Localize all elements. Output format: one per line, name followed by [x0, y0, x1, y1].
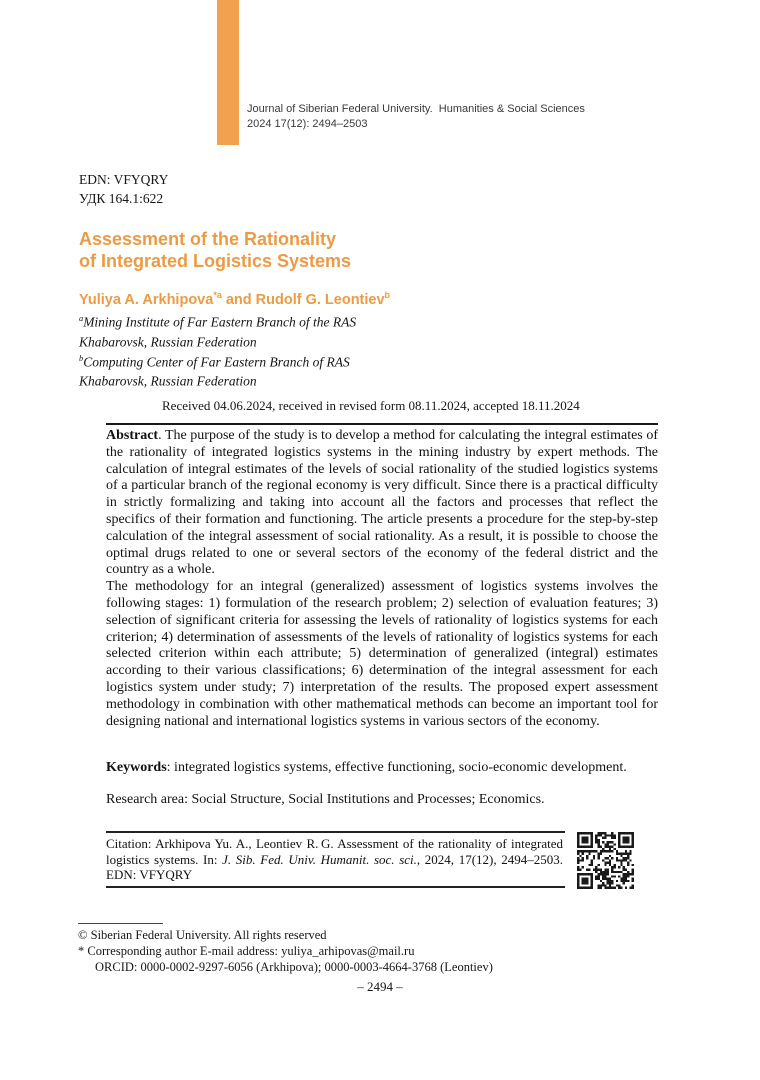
qr-code — [577, 832, 634, 889]
udk-code: УДК 164.1:622 — [79, 191, 164, 206]
affiliation-marker: b — [79, 353, 84, 363]
affiliation-line — [79, 311, 356, 331]
footnotes — [78, 928, 493, 975]
citation-journal-abbrev: J. Sib. Fed. Univ. Humanit. soc. sci. — [222, 851, 417, 867]
keywords-text: : integrated logistics systems, effective functioning, socio-economic development. — [166, 760, 627, 775]
keywords-label: Keywords — [106, 760, 167, 775]
author-2: Rudolf G. Leontiev — [255, 291, 385, 308]
citation-bottom-rule — [106, 886, 565, 888]
author-1-marker: *a — [213, 290, 222, 300]
article-title-line1: Assessment of the Rationality — [79, 229, 337, 249]
journal-name: Journal of Siberian Federal University. Humanities & Social Sciences — [247, 103, 585, 115]
citation-block — [106, 836, 563, 883]
received-dates: Received 04.06.2024, received in revised form 08.11.2024, accepted 18.11.2024 — [162, 398, 580, 413]
affiliation-line — [79, 331, 356, 351]
orcid-line: ORCID: 0000-0002-9297-6056 (Arkhipova); 0000-0003-4664-3768 (Leontiev) — [95, 959, 493, 974]
citation-top-rule — [106, 831, 565, 833]
affiliation-marker: a — [79, 314, 84, 323]
journal-issue: 2024 17(12): 2494–2503 — [247, 118, 368, 130]
affiliation-text: Khabarovsk, Russian Federation — [79, 373, 257, 389]
citation-prefix: Citation: Arkhipova Yu. A., Leontiev R. G. Assessment of the rationality of integrated logistics systems. In: — [106, 836, 563, 867]
corresponding-author-line: * Corresponding author E-mail address: yuliya_arhipovas@mail.ru — [78, 943, 415, 958]
affiliation-line — [79, 370, 356, 390]
page-number: – 2494 – — [357, 979, 403, 994]
abstract-paragraph-1 — [106, 428, 658, 579]
abstract-text-1: . The purpose of the study is to develop a method for calculating the integral estimates of the rationality of integrated logistics systems in the mining industry by expert methods. The calculation of integral estimates of the levels of social rationality of the studied logistics systems of a particular branch of the regional economy is very difficult. Since there is a practical difficulty in strictly formalizing and taking into account all the factors and processes that reflect the specifics of their formation and functioning. The article presents a procedure for the step-by-step calculation of the integral assessment of social rationality. As a result, it is possible to choose the optimal drugs related to one or several sectors of the economy of the federal district and the country as a whole. — [106, 428, 658, 578]
affiliation-line — [79, 351, 356, 371]
abstract-section — [106, 428, 658, 730]
abstract-label: Abstract — [106, 428, 159, 443]
affiliation-text: Khabarovsk, Russian Federation — [79, 334, 257, 350]
authors-connector: and — [221, 291, 256, 308]
citation-suffix: , 2024, 17(12), 2494–2503. EDN: VFYQRY — [106, 851, 563, 883]
abstract-top-rule — [106, 423, 658, 425]
edn-code: EDN: VFYQRY — [79, 172, 169, 187]
footnote-rule — [78, 923, 163, 924]
author-1: Yuliya A. Arkhipova — [79, 291, 214, 308]
affiliation-text: Mining Institute of Far Eastern Branch of the RAS — [83, 314, 357, 330]
article-identifiers — [79, 170, 168, 208]
journal-accent-bar — [217, 0, 239, 145]
author-2-marker: b — [384, 290, 391, 300]
keywords-line — [106, 760, 658, 776]
research-area-line: Research area: Social Structure, Social Institutions and Processes; Economics. — [106, 792, 545, 807]
authors-line — [79, 290, 390, 308]
article-title — [79, 228, 351, 272]
affiliation-text: Computing Center of Far Eastern Branch of RAS — [83, 354, 350, 370]
abstract-paragraph-2: The methodology for an integral (generalized) assessment of logistics systems involves the following stages: 1) formulation of the research problem; 2) selection of evaluation features; 3) selection of significant criteria for assessing the levels of rationality of logistics systems for each criterion; 4) determination of assessments of the levels of rationality of logistics systems for each selected criterion within each attribute; 5) determination of generalized (integral) estimates according to their various classifications; 6) determination of the integral assessment for each logistics system under study; 7) interpretation of the results. The proposed expert assessment methodology in combination with other mathematical methods can become an important tool for designing national and international logistics systems in various sectors of the economy. — [106, 579, 658, 729]
affiliations — [79, 311, 356, 390]
copyright-line: © Siberian Federal University. All rights reserved — [78, 928, 327, 942]
journal-header — [247, 102, 585, 132]
article-title-line2: of Integrated Logistics Systems — [79, 251, 352, 271]
